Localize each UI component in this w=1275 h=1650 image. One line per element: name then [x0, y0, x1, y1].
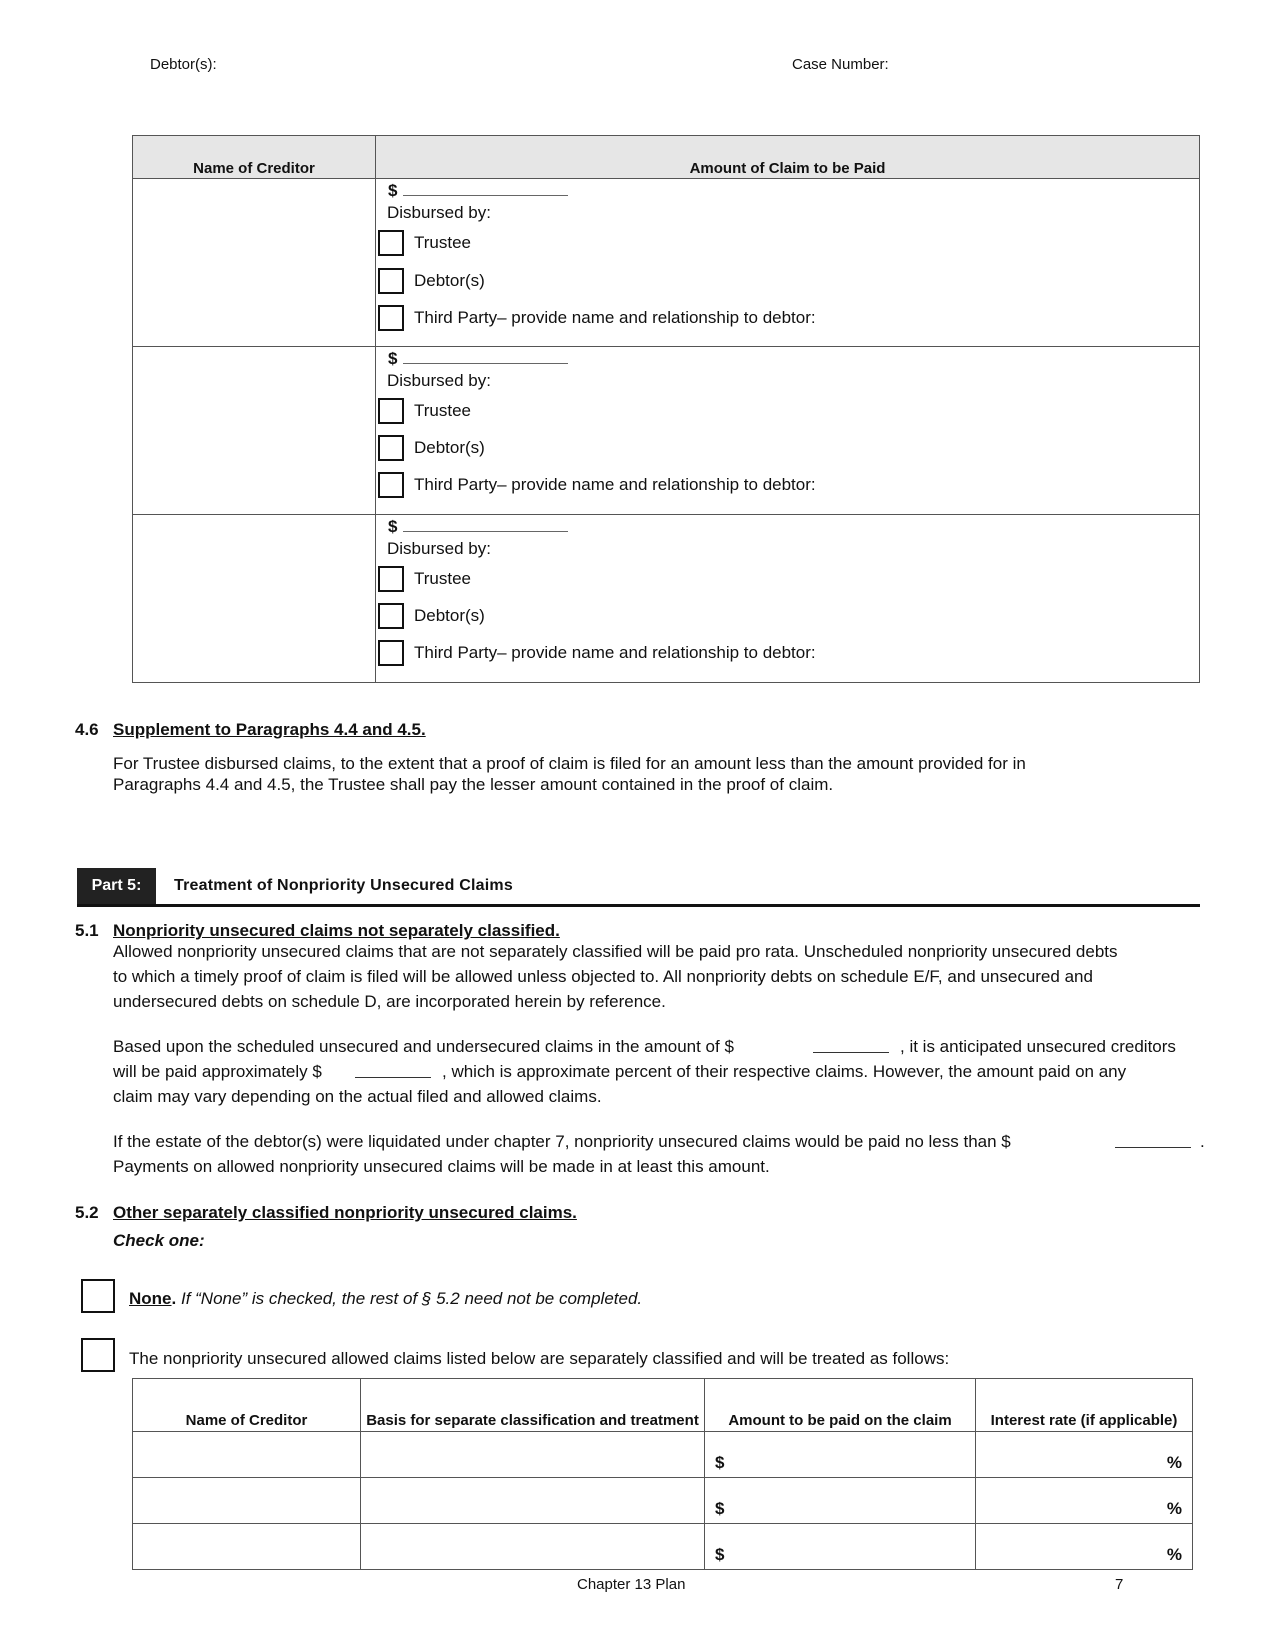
paragraph-text: claim may vary depending on the actual filed and allowed claims. — [113, 1087, 602, 1106]
amount-cell[interactable]: $ — [705, 1432, 976, 1478]
amount-cell[interactable]: $ — [705, 1478, 976, 1524]
paragraph-line: to which a timely proof of claim is filed will be allowed unless objected to. All nonpriority debts on schedule E/F, and unsecured and — [113, 967, 1093, 986]
third-party-checkbox[interactable] — [378, 472, 404, 498]
check-one-label: Check one: — [113, 1231, 205, 1250]
classified-claims-table — [132, 1378, 1193, 1570]
none-label: None — [129, 1289, 172, 1308]
paragraph-text: , it is anticipated unsecured creditors — [900, 1037, 1176, 1056]
basis-cell[interactable] — [361, 1432, 705, 1478]
paragraph-text: . — [1200, 1132, 1205, 1151]
table-row — [133, 347, 1200, 515]
option-label: Debtor(s) — [414, 271, 485, 290]
section-title: Other separately classified nonpriority unsecured claims. — [113, 1203, 577, 1222]
table-row — [133, 179, 1200, 347]
paragraph-text: will be paid approximately $ — [113, 1062, 322, 1081]
paragraph-text: , which is approximate percent of their respective claims. However, the amount paid on any — [442, 1062, 1127, 1081]
footer-title: Chapter 13 Plan — [577, 1576, 686, 1593]
creditor-name-cell[interactable] — [133, 347, 376, 515]
section-number: 5.2 — [75, 1203, 99, 1222]
debtor-label: Debtor(s): — [150, 56, 217, 73]
col-name-of-creditor: Name of Creditor — [133, 136, 376, 179]
paragraph-line: Allowed nonpriority unsecured claims that are not separately classified will be paid pro rata. Unscheduled nonpriority unsecured debts — [113, 942, 1118, 961]
amount-field[interactable]: $ — [388, 349, 568, 369]
table-row — [133, 1524, 1193, 1570]
option-label: Debtor(s) — [414, 606, 485, 625]
case-number-label: Case Number: — [792, 56, 889, 73]
approximate-amount-blank[interactable] — [355, 1077, 431, 1078]
liquidation-amount-blank[interactable] — [1115, 1147, 1191, 1148]
separately-classified-label: The nonpriority unsecured allowed claims listed below are separately classified and will be treated as follows: — [129, 1349, 950, 1368]
amount-field[interactable]: $ — [388, 181, 568, 201]
option-label: Trustee — [414, 233, 472, 252]
part-header — [77, 868, 1200, 907]
third-party-checkbox[interactable] — [378, 305, 404, 331]
option-label: Trustee — [414, 401, 472, 420]
debtor-checkbox[interactable] — [378, 268, 404, 294]
third-party-checkbox[interactable] — [378, 640, 404, 666]
amount-cell[interactable]: $ — [705, 1524, 976, 1570]
option-label: Trustee — [414, 569, 472, 588]
disbursed-by-label: Disbursed by: — [387, 539, 491, 558]
rate-cell[interactable]: % — [976, 1524, 1193, 1570]
part-label: Part 5: — [77, 868, 156, 904]
creditor-name-cell[interactable] — [133, 179, 376, 347]
part-title: Treatment of Nonpriority Unsecured Claims — [174, 877, 513, 894]
basis-cell[interactable] — [361, 1524, 705, 1570]
table-row — [133, 1432, 1193, 1478]
creditor-name-cell[interactable] — [133, 1432, 361, 1478]
option-label: Third Party– provide name and relationship to debtor: — [414, 308, 816, 327]
paragraph-line: Paragraphs 4.4 and 4.5, the Trustee shall pay the lesser amount contained in the proof of claim. — [113, 775, 834, 794]
paragraph-text: Based upon the scheduled unsecured and undersecured claims in the amount of $ — [113, 1037, 734, 1056]
paragraph-line: For Trustee disbursed claims, to the extent that a proof of claim is filed for an amount less than the amount provided for in — [113, 754, 1026, 773]
disbursed-by-label: Disbursed by: — [387, 371, 491, 390]
col-interest-rate: Interest rate (if applicable) — [976, 1379, 1193, 1432]
paragraph-text: If the estate of the debtor(s) were liquidated under chapter 7, nonpriority unsecured claims would be paid no less than $ — [113, 1132, 1011, 1151]
paragraph-line: undersecured debts on schedule D, are incorporated herein by reference. — [113, 992, 666, 1011]
option-label: Third Party– provide name and relationship to debtor: — [414, 475, 816, 494]
disbursed-by-label: Disbursed by: — [387, 203, 491, 222]
rate-cell[interactable]: % — [976, 1478, 1193, 1524]
creditor-name-cell[interactable] — [133, 515, 376, 683]
debtor-checkbox[interactable] — [378, 603, 404, 629]
none-instruction: If “None” is checked, the rest of § 5.2 need not be completed. — [180, 1289, 643, 1308]
option-label: Debtor(s) — [414, 438, 485, 457]
option-label: Third Party– provide name and relationship to debtor: — [414, 643, 816, 662]
col-amount-of-claim: Amount of Claim to be Paid — [376, 136, 1200, 179]
col-amount-to-be-paid: Amount to be paid on the claim — [705, 1379, 976, 1432]
trustee-checkbox[interactable] — [378, 230, 404, 256]
creditor-name-cell[interactable] — [133, 1524, 361, 1570]
table-row — [133, 1478, 1193, 1524]
separately-classified-checkbox[interactable] — [81, 1338, 115, 1372]
trustee-checkbox[interactable] — [378, 566, 404, 592]
table-row — [133, 515, 1200, 683]
section-title: Nonpriority unsecured claims not separately classified. — [113, 921, 560, 940]
debtor-checkbox[interactable] — [378, 435, 404, 461]
col-basis: Basis for separate classification and treatment — [361, 1379, 705, 1432]
rate-cell[interactable]: % — [976, 1432, 1193, 1478]
section-title: Supplement to Paragraphs 4.4 and 4.5. — [113, 720, 426, 739]
trustee-checkbox[interactable] — [378, 398, 404, 424]
creditor-table — [132, 135, 1200, 683]
page-number: 7 — [1115, 1576, 1124, 1593]
creditor-name-cell[interactable] — [133, 1478, 361, 1524]
col-name-of-creditor: Name of Creditor — [133, 1379, 361, 1432]
section-number: 5.1 — [75, 921, 99, 940]
basis-cell[interactable] — [361, 1478, 705, 1524]
section-number: 4.6 — [75, 720, 99, 739]
scheduled-amount-blank[interactable] — [813, 1052, 889, 1053]
paragraph-text: Payments on allowed nonpriority unsecured claims will be made in at least this amount. — [113, 1157, 770, 1176]
none-checkbox[interactable] — [81, 1279, 115, 1313]
amount-field[interactable]: $ — [388, 517, 568, 537]
